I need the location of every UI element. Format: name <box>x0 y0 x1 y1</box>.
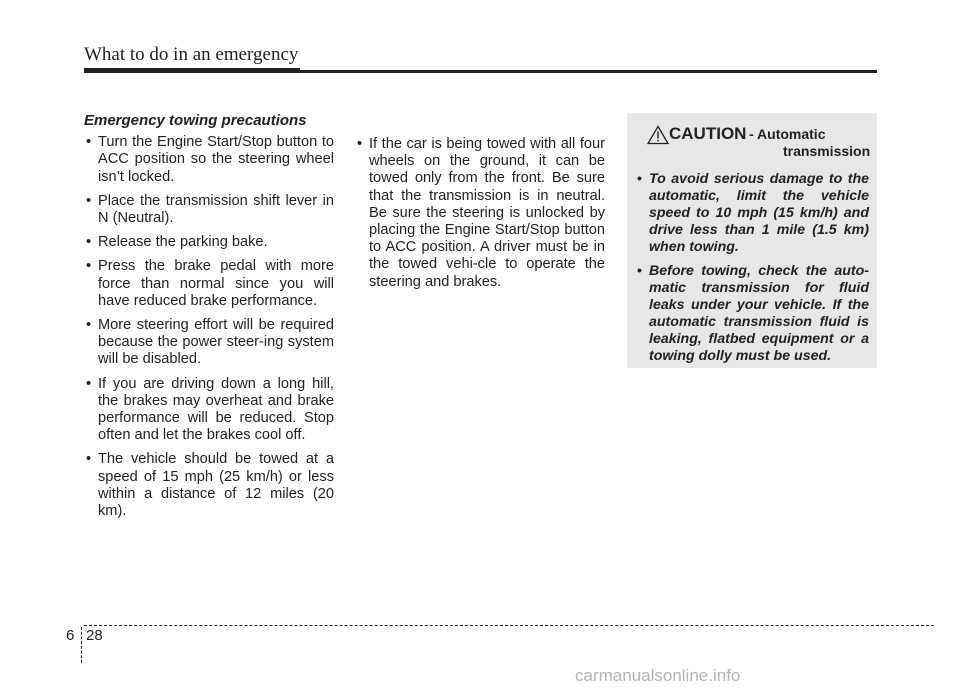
caution-list <box>635 171 869 365</box>
warning-triangle-icon <box>647 125 669 145</box>
list-item: • The vehicle should be towed at a speed of 15 mph (25 km/h) or less within a distance of 12 miles (20 km). <box>84 451 334 520</box>
middle-column <box>355 136 605 298</box>
footer-rule <box>84 625 934 626</box>
precautions-list <box>84 134 334 520</box>
left-column <box>84 112 334 527</box>
towing-notes-list <box>355 136 605 291</box>
chapter-number: 6 <box>66 627 75 644</box>
section-heading: Emergency towing precautions <box>84 112 307 129</box>
list-item: • If the car is being towed with all four wheels on the ground, it can be towed only from the front. Be sure that the transmission is in neutral. Be sure the steering is unlocked by placing the Engine Start/Stop button to ACC position. A driver must be in the towed vehi-cle to operate the steering and brakes. <box>355 136 605 291</box>
list-item: • Place the transmission shift lever in N (Neutral). <box>84 193 334 227</box>
list-item: • Turn the Engine Start/Stop button to ACC position so the steering wheel isn’t locked. <box>84 134 334 186</box>
caution-subtitle-continued: transmission <box>783 143 871 159</box>
caution-box <box>627 113 877 368</box>
caution-item: • To avoid serious damage to the automatic, limit the vehicle speed to 10 mph (15 km/h) and drive less than 1 mile (1.5 km) when towing. <box>635 171 869 256</box>
header-title: What to do in an emergency <box>84 44 299 65</box>
caution-header <box>635 123 869 163</box>
list-item: • If you are driving down a long hill, the brakes may overheat and brake performance will be reduced. Stop often and let the brakes cool off. <box>84 376 334 445</box>
list-item: • Release the parking bake. <box>84 234 334 251</box>
caution-subtitle: - Automatic <box>749 126 826 142</box>
header-rule-accent <box>84 68 300 73</box>
list-item: • Press the brake pedal with more force than normal since you will have reduced brake performance. <box>84 258 334 310</box>
list-item: • More steering effort will be required because the power steer-ing system will be disabled. <box>84 317 334 369</box>
caution-item: • Before towing, check the auto-matic transmission for fluid leaks under your vehicle. If the automatic transmission fluid is leaking, flatbed equipment or a towing dolly must be used. <box>635 263 869 365</box>
watermark: carmanualsonline.info <box>575 666 741 685</box>
footer-divider <box>81 627 82 663</box>
page-number: 28 <box>86 627 103 644</box>
caution-label: CAUTION <box>669 124 747 143</box>
